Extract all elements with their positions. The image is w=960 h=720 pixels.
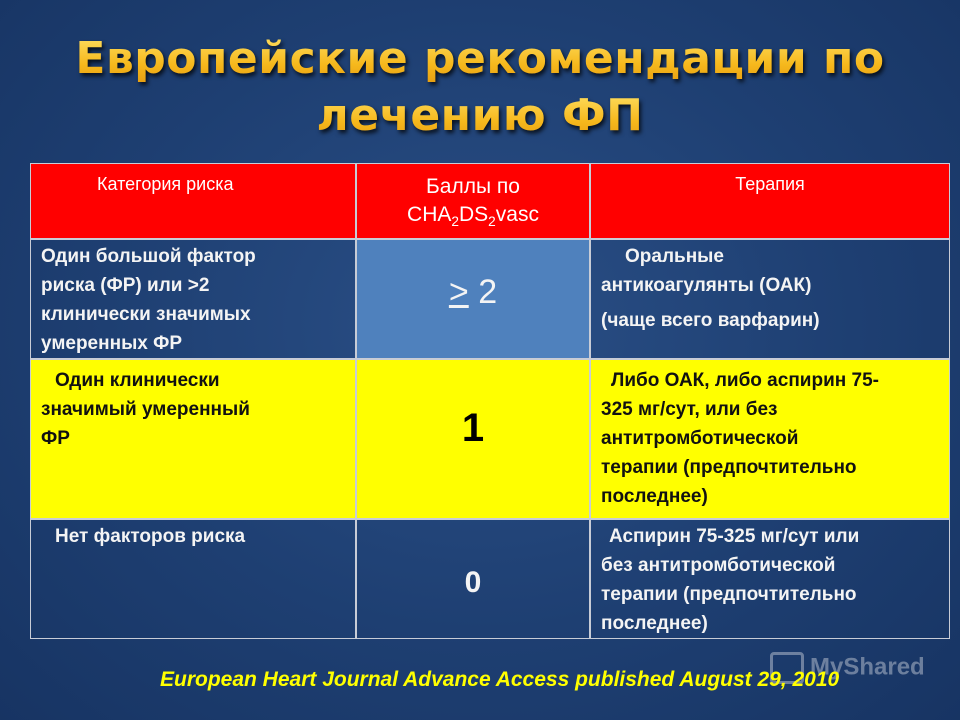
row2-score-value: 1: [461, 406, 485, 450]
header-score: [356, 163, 590, 239]
row2-score: [356, 359, 590, 519]
row1-category: [30, 239, 356, 359]
row1-therapy-text: Оральные антикоагулянты (ОАК) (чаще всего варфарин): [601, 246, 820, 331]
source-citation: European Heart Journal Advance Access published August 29, 2010: [160, 668, 840, 691]
row2-category-text: Один клинически значимый умеренный ФР: [41, 370, 250, 449]
row3-score: [356, 519, 590, 639]
row3-therapy-text: Аспирин 75-325 мг/сут или без антитромботической терапии (предпочтительно последнее): [601, 526, 860, 634]
row3-category: [30, 519, 356, 639]
header-therapy: [590, 163, 950, 239]
risk-table: [30, 163, 950, 639]
header-score-name: $CHA_2DS_2vasc$: [407, 203, 539, 229]
slide-title-line-2: лечению ФП: [0, 88, 960, 144]
header-therapy-label: Терапия: [735, 174, 805, 194]
row2-category: [30, 359, 356, 519]
row1-therapy: [590, 239, 950, 359]
slide-title-line-1: Европейские рекомендации по: [0, 31, 960, 87]
row3-category-text: Нет факторов риска: [55, 526, 246, 547]
header-category-label: Категория риска: [97, 174, 234, 194]
row2-therapy-text: Либо ОАК, либо аспирин 75- 325 мг/сут, или без антитромботической терапии (предпочтительно последнее): [601, 370, 879, 507]
row1-category-text: Один большой фактор риска (ФР) или >2 клинически значимых умеренных ФР: [41, 246, 256, 354]
row2-therapy: [590, 359, 950, 519]
row3-therapy: [590, 519, 950, 639]
watermark-label: MyShared: [810, 653, 925, 681]
row1-score: [356, 239, 590, 359]
header-category: [30, 163, 356, 239]
row3-score-value: 0: [464, 566, 482, 599]
row1-score-value: > 2: [448, 273, 498, 311]
header-score-prefix: Баллы по: [426, 175, 520, 198]
